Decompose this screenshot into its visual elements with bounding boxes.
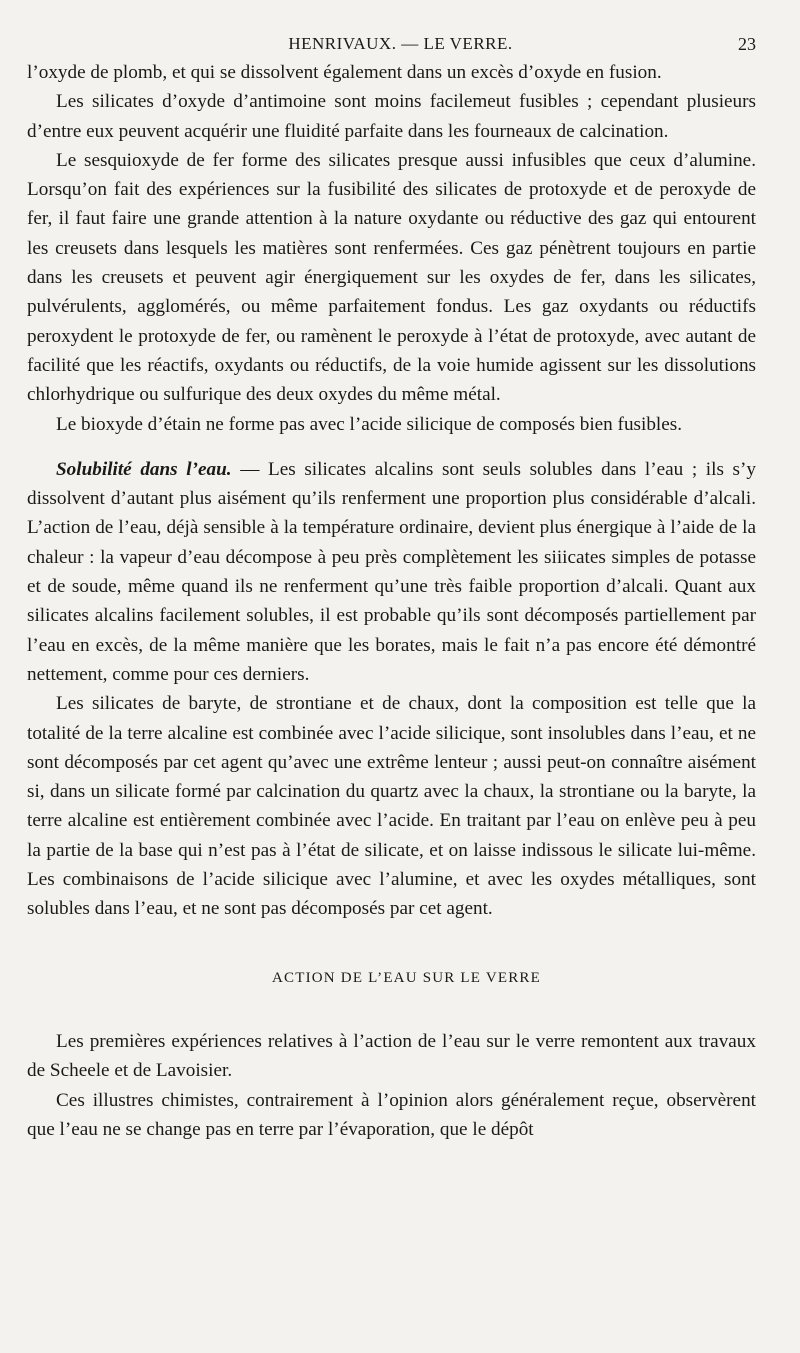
running-title: HENRIVAUX. — LE VERRE. xyxy=(288,34,513,53)
paragraph-premieres-experiences: Les premières expériences relatives à l’action de l’eau sur le verre remontent aux travaux de Scheele et de Lavoisier. xyxy=(27,1030,756,1082)
page-number: 23 xyxy=(738,34,756,54)
solubilite-body: — Les silicates alcalins sont seuls solubles dans l’eau ; ils s’y dissolvent d’autant plus aisément qu’ils renferment une proportion plus considérable d’alcali. L’action de l’eau, déjà sensible à la température ordinaire, devient plus énergique à l’aide de la chaleur : la vapeur d’eau décompose à peu près complètement les siiicates simples de potasse et de soude, même quand ils ne renferment qu’une très faible proportion d’alcali. Quant aux silicates alcalins facilement solubles, il est probable qu’ils sont décomposés partiellement par l’eau en excès, de la même manière que les borates, mais le fait n’a pas encore été démontré nettement, comme pour ces derniers. xyxy=(27,458,757,685)
body-text xyxy=(27,58,756,1144)
paragraph-oxyde-plomb: l’oxyde de plomb, et qui se dissolvent également dans un excès d’oxyde en fusion. xyxy=(27,62,662,83)
paragraph-illustres-chimistes: Ces illustres chimistes, contrairement à l’opinion alors généralement reçue, observèrent que l’eau ne se change pas en terre par l’évaporation, que le dépôt xyxy=(27,1089,756,1140)
paragraph-bioxyde-etain: Le bioxyde d’étain ne forme pas avec l’acide silicique de composés bien fusibles. xyxy=(56,413,683,435)
paragraph-antimoine: Les silicates d’oxyde d’antimoine sont moins facilemeut fusibles ; cependant plusieurs d’entre eux peuvent acquérir une fluidité parfaite dans les fourneaux de calcination. xyxy=(27,91,756,142)
section-heading: ACTION DE L’EAU SUR LE VERRE xyxy=(271,969,541,986)
solubilite-lead: Solubilité dans l’eau. xyxy=(56,458,232,480)
running-head xyxy=(27,0,756,58)
paragraph-solubilite xyxy=(27,455,756,689)
paragraph-baryte-strontiane: Les silicates de baryte, de strontiane et de chaux, dont la composition est telle que la totalité de la terre alcaline est combinée avec l’acide silicique, sont insolubles dans l’eau, et ne sont décomposés par cet agent qu’avec une extrême lenteur ; aussi peut-on connaître aisément si, dans un silicate formé par calcination du quartz avec la chaux, la strontiane ou la baryte, la terre alcaline est entièrement combinée avec l’acide. En traitant par l’eau on enlève peu à peu la partie de la base qui n’est pas à l’état de silicate, et on laisse indissous le silicate lui-même. Les combinaisons de l’acide silicique avec l’alumine, et avec les oxydes métalliques, sont solubles dans l’eau, et ne sont pas décomposés par cet agent. xyxy=(27,693,756,920)
paragraph-sesquioxyde-fer: Le sesquioxyde de fer forme des silicates presque aussi infusibles que ceux d’alumine. Lorsqu’on fait des expériences sur la fusibilité des silicates de protoxyde et de peroxyde de fer, il faut faire une grande attention à la nature oxydante ou réductive des gaz qui entourent les creusets dans lesquels les matières sont renfermées. Ces gaz pénètrent toujours en partie dans les creusets et peuvent agir énergiquement sur les oxydes de fer, dans les silicates, pulvérulents, agglomérés, ou même parfaitement fondus. Les gaz oxydants ou réductifs peroxydent le protoxyde de fer, ou ramènent le peroxyde à l’état de protoxyde, avec autant de facilité que les réactifs, oxydants ou réductifs, de la voie humide agissent sur les dissolutions chlorhydrique ou sulfurique des deux oxydes du même métal. xyxy=(27,149,756,406)
